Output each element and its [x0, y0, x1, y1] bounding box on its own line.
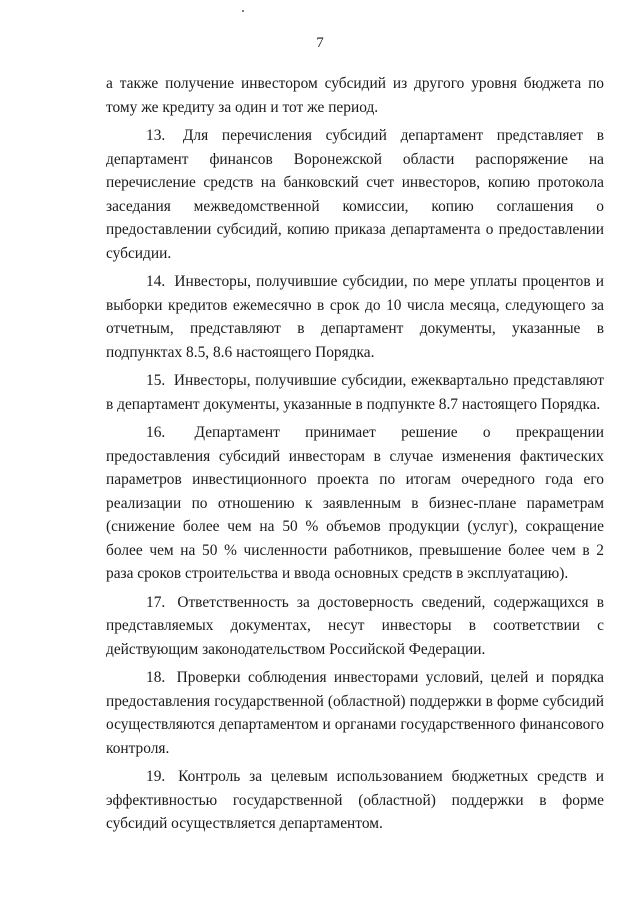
- paragraph-text: Департамент принимает решение о прекращении предоставления субсидий инвесторам в случае изменения фактических параметров инвестиционного проекта по итогам очередного года его реализации по отношению к заявленным в бизнес-плане параметрам (снижение более чем на 50 % объемов продукции (услуг), сокращение более чем на 50 % численности работников, превышение более чем в 2 раза сроков строительства и ввода основных средств в эксплуатацию).: [106, 424, 604, 582]
- paragraph-text: Ответственность за достоверность сведений, содержащихся в представляемых документах, несут инвесторы в соответствии с действующим законодательством Российской Федерации.: [106, 593, 604, 658]
- paragraph-number: 14.: [146, 273, 166, 290]
- paragraph-continuation: [106, 72, 604, 119]
- page-number: 7: [316, 35, 324, 51]
- paragraph-14: [106, 270, 604, 364]
- paragraph-text: Инвесторы, получившие субсидии, по мере уплаты процентов и выборки кредитов ежемесячно в срок до 10 числа месяца, следующего за отчетным, представляют в департамент документы, указанные в подпунктах 8.5, 8.6 настоящего Порядка.: [106, 273, 604, 361]
- paragraph-text: Контроль за целевым использованием бюджетных средств и эффективностью государственной (областной) поддержки в форме субсидий осуществляется департаментом.: [106, 768, 604, 832]
- paragraph-text: Для перечисления субсидий департамент представляет в департамент финансов Воронежской области распоряжение на перечисление средств на банковский счет инвесторов, копию протокола заседания межведомственной комиссии, копию соглашения о предоставлении субсидий, копию приказа департамента о предоставлении субсидии.: [106, 127, 604, 262]
- paragraph-13: [106, 124, 604, 265]
- paragraph-16: [106, 421, 604, 586]
- paragraph-15: [106, 369, 604, 416]
- paragraph-number: 18.: [146, 669, 166, 686]
- paragraph-text: Инвесторы, получившие субсидии, ежеквартально представляют в департамент документы, указанные в подпункте 8.7 настоящего Порядка.: [106, 372, 604, 413]
- paragraph-number: 13.: [146, 127, 166, 144]
- paragraph-17: [106, 591, 604, 662]
- paragraph-18: [106, 666, 604, 760]
- document-body: [106, 72, 604, 841]
- paragraph-number: 19.: [146, 768, 166, 785]
- paragraph-text: Проверки соблюдения инвесторами условий, целей и порядка предоставления государственной (областной) поддержки в форме субсидий осуществляются департаментом и органами государственного финансового контроля.: [106, 669, 604, 757]
- paragraph-number: 15.: [146, 372, 166, 389]
- paragraph-text: а также получение инвестором субсидий из другого уровня бюджета по тому же кредиту за один и тот же период.: [106, 75, 604, 116]
- paragraph-19: [106, 765, 604, 836]
- paragraph-number: 16.: [146, 424, 166, 441]
- scan-speck: [242, 10, 244, 12]
- paragraph-number: 17.: [146, 593, 166, 611]
